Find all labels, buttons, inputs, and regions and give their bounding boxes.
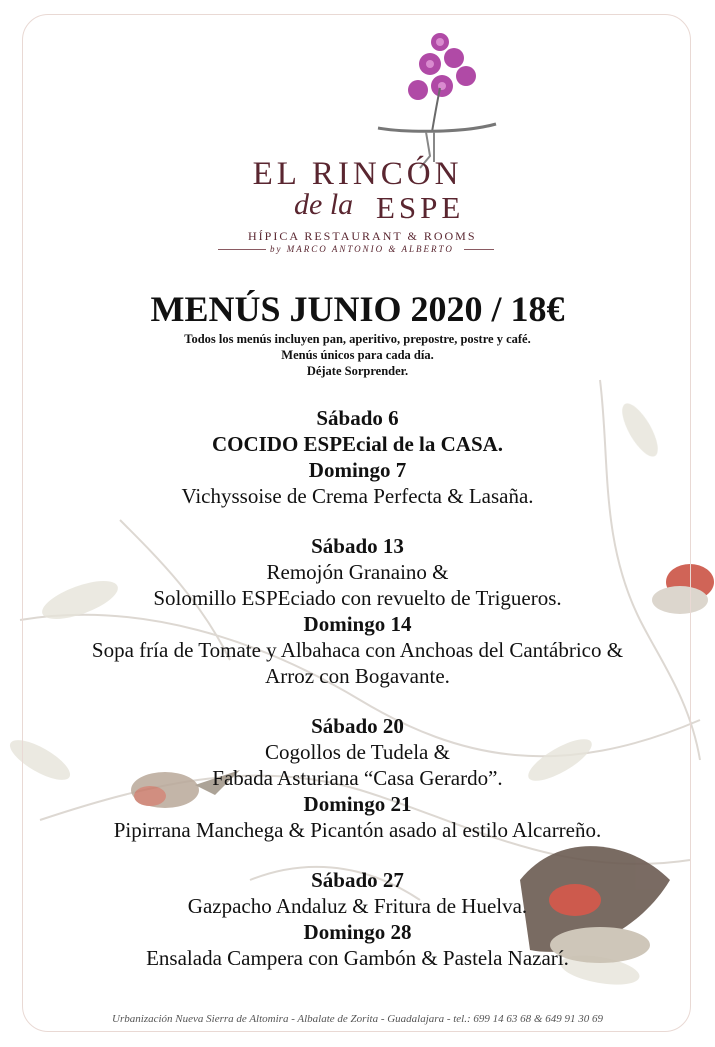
note-line: Menús únicos para cada día. [281,348,434,362]
menu-notes [0,331,715,379]
dish-line: Pipirrana Manchega & Picantón asado al estilo Alcarreño. [113,818,602,842]
dish-line: Remojón Granaino & [266,560,449,584]
page-title: MENÚS JUNIO 2020 / 18€ [150,289,565,329]
note-line: Todos los menús incluyen pan, aperitivo, prepostre, postre y café. [184,332,531,346]
dish-line: Vichyssoise de Crema Perfecta & Lasaña. [181,484,534,508]
brand-espe: ESPE [376,190,465,225]
dish-line: Gazpacho Andaluz & Fritura de Huelva. [187,894,528,918]
day-heading: Sábado 13 [311,534,404,558]
section-gap [0,843,715,867]
day-heading: Sábado 27 [311,868,404,892]
day-heading: Sábado 6 [316,406,399,430]
brand-de-la: de la [294,188,354,221]
dish-line: Arroz con Bogavante. [265,664,450,688]
brand-rule-left [218,249,266,250]
note-line: Déjate Sorprender. [306,364,409,378]
day-heading: Domingo 7 [308,458,407,482]
section-gap [0,509,715,533]
day-heading: Domingo 28 [303,920,412,944]
footer-address: Urbanización Nueva Sierra de Altomira - Albalate de Zorita - Guadalajara - tel.: 699 14 63 68 & 649 91 30 69 [112,1013,603,1025]
brand-rule-right [464,249,494,250]
weekly-menu [0,405,715,971]
dish-line: Ensalada Campera con Gambón & Pastela Nazarí. [146,946,569,970]
dish-line: Fabada Asturiana “Casa Gerardo”. [212,766,503,790]
day-heading: Sábado 20 [311,714,404,738]
section-gap [0,689,715,713]
dish-line: Solomillo ESPEciado con revuelto de Trigueros. [153,586,562,610]
brand-tagline: HÍPICA RESTAURANT & ROOMS [248,229,477,243]
restaurant-logo [0,0,715,270]
dish-line: Sopa fría de Tomate y Albahaca con Anchoas del Cantábrico & [91,638,624,662]
brand-name-line1: EL RINCÓN [252,156,463,192]
brand-owners: by MARCO ANTONIO & ALBERTO [270,244,454,254]
dish-line: Cogollos de Tudela & [265,740,450,764]
day-heading: Domingo 21 [303,792,412,816]
dish-line: COCIDO ESPEcial de la CASA. [211,432,504,456]
day-heading: Domingo 14 [303,612,412,636]
